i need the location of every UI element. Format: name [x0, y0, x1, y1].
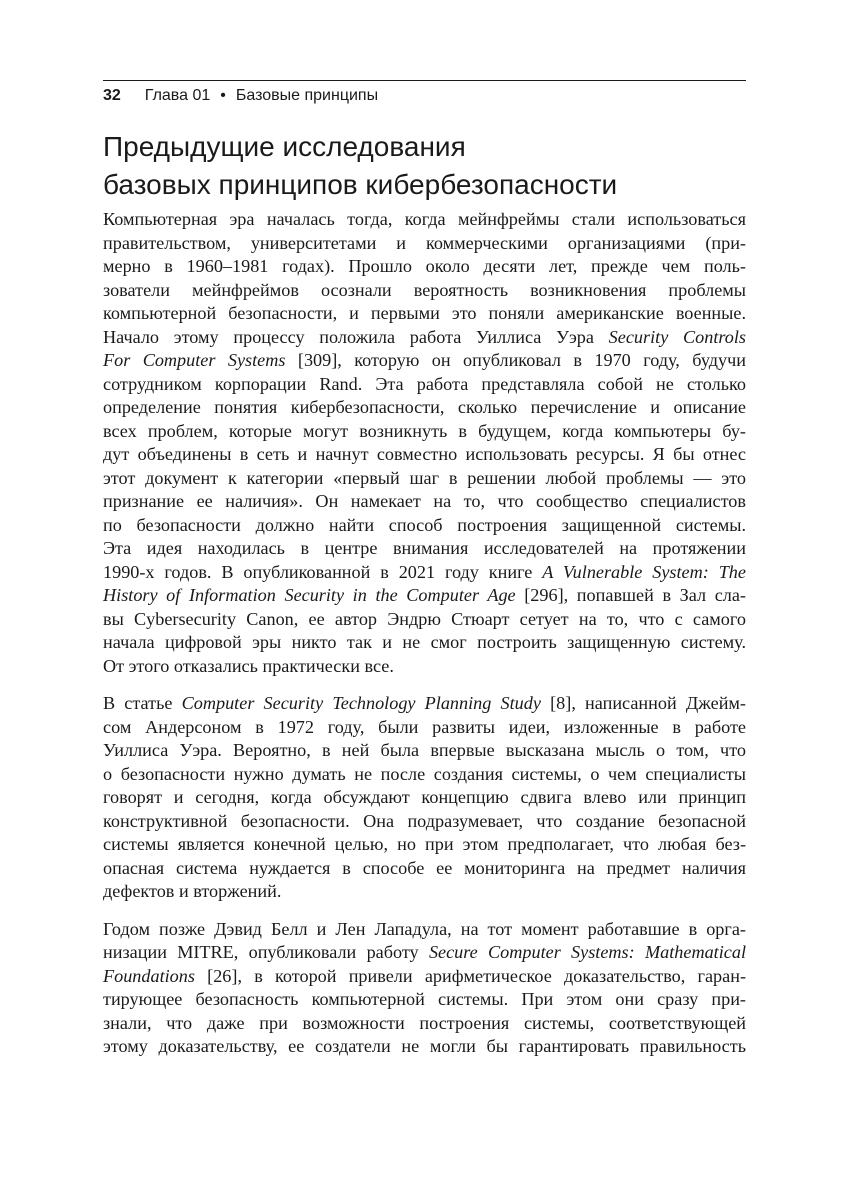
italic-title: History of Information Security in the Computer Age	[103, 585, 516, 605]
heading-line-1: Предыдущие исследования	[103, 131, 466, 162]
text-run: [8], написанной Джейм-	[540, 693, 746, 713]
text-run: компьютерной безопасности, и первыми это поняли американские военные.	[103, 303, 746, 323]
text-line	[103, 918, 746, 942]
text-run: дут объединены в сеть и начнут совместно использовать ресурсы. Я бы отнес	[103, 444, 746, 464]
text-run: Годом позже Дэвид Белл и Лен Лападула, на тот момент работавшие в орга-	[103, 918, 746, 939]
header-bullet: •	[220, 87, 226, 104]
text-run: начала цифровой эры никто так и не смог построить защищенную систему.	[103, 632, 746, 652]
text-run: сом Андерсоном в 1972 году, были развиты идеи, изложенные в работе	[103, 716, 746, 737]
chapter-label: Глава 01	[144, 87, 211, 104]
text-run: этому доказательству, ее создатели не могли бы гарантировать правильность	[103, 1036, 746, 1056]
text-line	[103, 965, 746, 989]
text-line	[103, 692, 746, 716]
text-line	[103, 857, 746, 881]
text-line	[103, 561, 746, 585]
text-run: Компьютерная эра началась тогда, когда мейнфреймы стали использоваться	[103, 209, 746, 229]
text-run: конструктивной безопасности. Она подразумевает, что создание безопасной	[103, 810, 746, 831]
text-run: сотрудником корпорации Rand. Эта работа представляла собой не столько	[103, 373, 746, 394]
paragraph	[103, 208, 746, 678]
text-run: зователи мейнфреймов осознали вероятность возникновения проблемы	[103, 279, 746, 300]
text-run: Уиллиса Уэра. Вероятно, в ней была впервые высказана мысль о том, что	[103, 740, 746, 760]
italic-title: Secure Computer Systems: Mathematical	[428, 942, 746, 962]
text-line	[103, 763, 746, 787]
text-run: этот документ к категории «первый шаг в решении любой проблемы — это	[103, 467, 746, 488]
paragraph	[103, 918, 746, 1059]
text-run: Эта идея находилась в центре внимания исследователей на протяжении	[103, 538, 746, 558]
page-number: 32	[103, 87, 121, 104]
text-line	[103, 786, 746, 810]
italic-title: Foundations	[103, 965, 195, 986]
text-run: признание ее наличия». Он намекает на то, что сообщество специалистов	[103, 491, 746, 511]
text-line	[103, 349, 746, 373]
italic-title: For Computer Systems	[103, 350, 286, 370]
text-line	[103, 941, 746, 965]
text-run: системы является конечной целью, но при этом предполагает, что любая без-	[103, 834, 746, 854]
italic-title: Security Controls	[608, 326, 747, 347]
text-line	[103, 716, 746, 740]
section-heading	[103, 128, 763, 204]
text-run: [26], в которой привели арифметическое доказательство, гаран-	[194, 965, 746, 986]
text-run: вы Cybersecurity Canon, ее автор Эндрю Стюарт сетует на то, что с самого	[103, 608, 746, 629]
text-line	[103, 443, 746, 467]
text-line	[103, 232, 746, 256]
text-line	[103, 514, 746, 538]
text-line	[103, 608, 746, 632]
text-run: [309], которую он опубликовал в 1970 году, будучи	[285, 350, 747, 370]
section-label: Базовые принципы	[235, 87, 379, 104]
text-run: мерно в 1960–1981 годах). Прошло около десяти лет, прежде чем поль-	[103, 256, 746, 276]
text-line	[103, 302, 746, 326]
text-line	[103, 373, 746, 397]
text-run: всех проблем, которые могут возникнуть в будущем, когда компьютеры бу-	[103, 420, 746, 441]
text-run: В статье	[103, 693, 182, 713]
text-run: о безопасности нужно думать не после создания системы, о чем специалисты	[103, 763, 746, 784]
text-line	[103, 631, 746, 655]
text-run: низации MITRE, опубликовали работу	[103, 942, 429, 962]
italic-title: Computer Security Technology Planning Study	[181, 693, 541, 713]
text-line	[103, 537, 746, 561]
body-text	[103, 208, 746, 1073]
text-run: правительством, университетами и коммерческими организациями (при-	[103, 232, 746, 253]
text-run: определение понятия кибербезопасности, сколько перечисление и описание	[103, 397, 746, 417]
text-run: 1990-х годов. В опубликованной в 2021 году книге	[103, 561, 543, 582]
text-run: [296], попавшей в Зал сла-	[515, 585, 746, 605]
text-run: Начало этому процессу положила работа Уиллиса Уэра	[103, 326, 609, 347]
text-run: дефектов и вторжений.	[103, 881, 282, 901]
text-line	[103, 255, 746, 279]
text-line	[103, 739, 746, 763]
text-run: говорят и сегодня, когда обсуждают концепцию сдвига влево или принцип	[103, 787, 746, 807]
text-line	[103, 833, 746, 857]
text-line	[103, 1035, 746, 1059]
running-header	[103, 80, 746, 106]
text-line	[103, 1012, 746, 1036]
text-line	[103, 326, 746, 350]
text-line	[103, 988, 746, 1012]
text-line	[103, 655, 746, 679]
text-line	[103, 279, 746, 303]
text-line	[103, 208, 746, 232]
text-line	[103, 467, 746, 491]
text-line	[103, 420, 746, 444]
text-line	[103, 396, 746, 420]
text-run: опасная система нуждается в способе ее мониторинга на предмет наличия	[103, 857, 746, 878]
text-line	[103, 584, 746, 608]
text-run: От этого отказались практически все.	[103, 655, 394, 676]
heading-line-2: базовых принципов кибербезопасности	[103, 169, 618, 200]
italic-title: A Vulnerable System: The	[542, 561, 746, 582]
text-run: тирующее безопасность компьютерной системы. При этом они сразу при-	[103, 989, 746, 1009]
text-line	[103, 880, 746, 904]
text-line	[103, 490, 746, 514]
text-run: по безопасности должно найти способ построения защищенной системы.	[103, 514, 746, 535]
paragraph	[103, 692, 746, 904]
text-line	[103, 810, 746, 834]
text-run: знали, что даже при возможности построения системы, соответствующей	[103, 1012, 746, 1033]
